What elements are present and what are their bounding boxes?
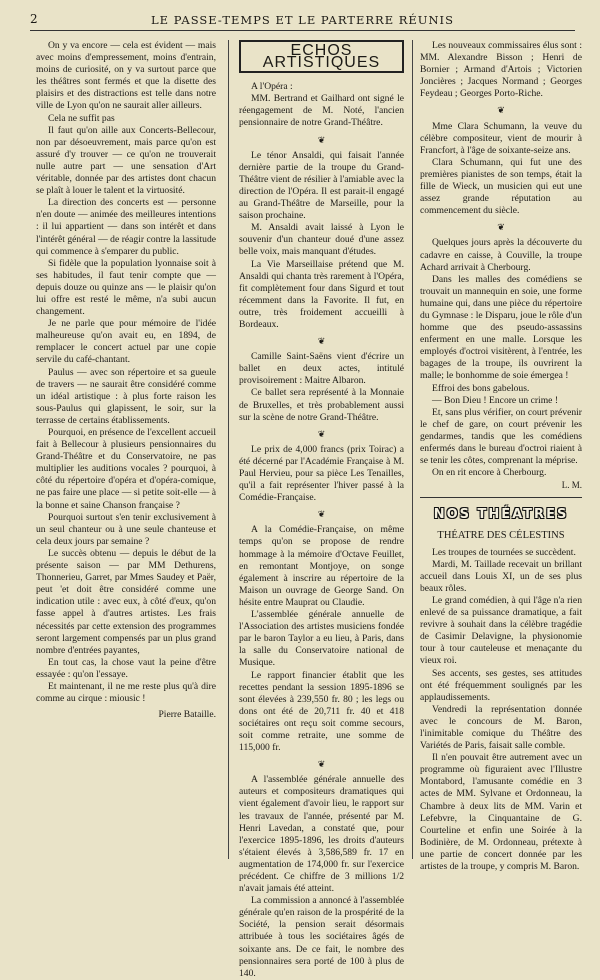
nos-theatres-title: NOS THÉATRES xyxy=(433,507,569,523)
paragraph: MM. Bertrand et Gailhard ont signé le réengagement de M. Noté, l'ancien pensionnaire de notre Grand-Théâtre. xyxy=(239,93,404,129)
paragraph: Le succès obtenu — depuis le début de la présente saison — par MM Dethurens, Thonnerieu, Garret, par Mmes Saudey et Paër, peut 'et doit être considéré comme une indication utile : avec eux, à côté d'eux, qu'on fasse appel à d'autres artistes. Les frais nécessités par cette extension des programmes seront largement compensés par un plus grand nombre d'entrées payantes, xyxy=(36,547,216,656)
paragraph: Effroi des bons gabelous. xyxy=(432,382,530,394)
paragraph: Dans les malles des comédiens se trouvait un mannequin en soie, une forme humaine qui, dans une pièce du répertoire du Gymnase : le Disparu, joue le rôle d'un homme que des pseudo-assassins enferment en une malle. Lorsque les employés d'octroi visitèrent, à l'entrée, les bagages de la troupe, ils ouvrirent la malle; le bonhomme de soie émergea ! xyxy=(420,273,582,382)
paragraph: Et maintenant, il ne me reste plus qu'à dire comme au cirque : miousic ! xyxy=(36,680,216,705)
paragraph: Clara Schumann, qui fut une des premières pianistes de son temps, était la fille de Wieck, un musicien qui eut une assez grande réputation au commencement du siècle. xyxy=(420,156,582,217)
echo-prix-toirac xyxy=(239,444,404,504)
paragraph: Mardi, M. Taillade recevait un brillant accueil dans Louis XI, un de ses plus beaux rôles. xyxy=(420,558,582,594)
paragraph: En tout cas, la chose vaut la peine d'être essayée : qu'on l'essaye. xyxy=(36,656,216,680)
paragraph: Le grand comédien, à qui l'âge n'a rien enlevé de sa puissance dramatique, a fait revivre à souhait dans la célèbre tragédie de Casimir Delavigne, la physionomie tour à tour cauteleuse et menaçante du vieux roi. xyxy=(420,594,582,667)
ornament-icon: ❦ xyxy=(317,336,326,347)
theatre-des-celestins-title: THÉATRE DES CÉLESTINS xyxy=(437,530,565,542)
ornament-icon: ❦ xyxy=(317,428,326,439)
column-rule-1 xyxy=(228,40,229,859)
ornament-icon: ❦ xyxy=(317,509,326,520)
ornament-icon: ❦ xyxy=(497,222,505,233)
section-divider xyxy=(420,497,582,498)
paragraph: Le prix de 4,000 francs (prix Toirac) a été décerné par l'Académie Française à M. Paul Hervieu, pour sa pièce Les Tenailles, qu'il a fait représenter l'hiver passé à la Comédie-Française. xyxy=(239,443,404,504)
echo-opera xyxy=(239,81,404,129)
author-signature: Pierre Bataille. xyxy=(158,709,216,721)
echo-clara-schumann xyxy=(420,121,582,218)
paragraph: Le ténor Ansaldi, qui faisait l'année dernière partie de la troupe du Grand-Théâtre vient de résilier à l'amiable avec la direction de l'Opéra. Il est parait-il engagé au Grand-Théâtre de Marseille, pour la saison prochaine. xyxy=(239,149,404,222)
signature-lm: L. M. xyxy=(561,480,582,491)
echo-cherbourg xyxy=(420,237,582,479)
ornament-icon: ❦ xyxy=(497,105,505,116)
paragraph: La Vie Marseillaise prétend que M. Ansaldi qui chanta très rarement à l'Opéra, fit complètement four dans Sigurd et tout récemment dans la Favorite. Il fut, en outre, très froidement accueilli à Bordeaux. xyxy=(239,258,404,330)
paragraph: A l'Opéra : xyxy=(251,81,293,93)
paragraph: Camille Saint-Saëns vient d'écrire un ballet en deux actes, intitulé provisoirement : Maitre Albaron. xyxy=(239,351,404,387)
echo-comedie-francaise xyxy=(239,524,404,754)
paragraph: La direction des concerts est — personne n'en doute — animée des meilleures intentions : il lui appartient — dans son intérêt et dans l'intérêt général — de réagir contre la lassitude qui commence à s'emparer du public. xyxy=(36,197,216,257)
column-3 xyxy=(420,40,582,872)
paragraph: Si fidèle que la population lyonnaise soit à ses habitudes, il faut tenir compte que — depuis douze ou quinze ans — le plaisir qu'on lui offre est resté le même, n'a subi aucun changement. xyxy=(36,257,216,318)
echo-commissaires xyxy=(420,40,582,100)
echo-ansaldi xyxy=(239,150,404,331)
paragraph: Les troupes de tournées se succèdent. xyxy=(432,546,576,558)
paragraph: Le rapport financier établit que les recettes pendant la session 1895-1896 se sont élevées à 239,550 fr. 80 ; les legs ou dons ont été de 20,711 fr. 40 et 418 sociétaires ont reçu soit comme secours, soit comme retraite, une somme de 115,000 fr. xyxy=(239,669,404,754)
paragraph: Les nouveaux commissaires élus sont : MM. Alexandre Bisson ; Henri de Bornier ; Armand d'Artois ; Victorien Joncières ; Jacques Normand ; Georges Feydeau ; Georges Porto-Riche. xyxy=(420,40,582,100)
paragraph: Mme Clara Schumann, la veuve du célèbre compositeur, vient de mourir à Francfort, à l'âge de soixante-seize ans. xyxy=(420,120,582,156)
paragraph: Pourquoi surtout s'en tenir exclusivement à un seul chanteur ou à une seule chanteuse et cela deux jours par semaine ? xyxy=(36,511,216,547)
paragraph: Ses accents, ses gestes, ses attitudes ont été fréquemment soulignés par les applaudissements. xyxy=(420,667,582,703)
paragraph: La commission a annoncé à l'assemblée générale qu'en raison de la prospérité de la Société, la pension serait désormais attribuée à tous les sociétaires âgés de soixante ans. De ce fait, le nombre des pensionnaires sera porté de 100 à plus de 140. xyxy=(239,895,404,979)
page-header xyxy=(30,10,575,31)
column-1 xyxy=(36,40,216,861)
echo-auteurs-dramatiques xyxy=(239,774,404,980)
paragraph: Je ne parle que pour mémoire de l'idée malheureuse qu'on avait eu, en 1894, de remplacer le concert actuel par une copie servile du café-chantant. xyxy=(36,318,216,366)
paragraph: Quelques jours après la découverte du cadavre en caisse, à Couville, la troupe Achard arrivait à Cherbourg. xyxy=(420,237,582,273)
echos-artistiques-title: ECHOS ARTISTIQUES xyxy=(239,40,404,73)
paragraph: Paulus — avec son répertoire et sa gueule de travers — ne saurait être considéré comme un idéal artistique : à plus forte raison les sous-Paulus qui glapissent, le soir, sur la terrasse de certains établissements. xyxy=(36,366,216,426)
paragraph: Vendredi la représentation donnée avec le concours de M. Baron, l'inimitable comique du Théâtre des Variétés de Paris, faisait salle comble. xyxy=(420,703,582,752)
paragraph: On en rit encore à Cherbourg. xyxy=(432,467,547,479)
paragraph: On y va encore — cela est évident — mais avec moins d'empressement, moins d'entrain, moins de curiosité, on y va surtout parce que les théâtres sont fermés et que la disette des plaisirs et des distractions est telle dans notre ville de Lyon qu'on ne saurait aller ailleurs. xyxy=(36,40,216,112)
col1-paragraphs xyxy=(36,40,216,705)
ornament-icon: ❦ xyxy=(317,134,326,145)
ornament-icon: ❦ xyxy=(317,759,326,770)
paragraph: Il n'en pouvait être autrement avec un programme où figuraient avec l'Illustre Montabord, l'amusante comédie en 3 actes de MM. Sylvane et Ordonneau, la Chambre à deux lits de MM. Varin et Lefebvre, la Cinquantaine de G. Courteline et enfin une Soirée à la Bodinière, de M. Ordonneau, prétexte à une partie de concert donnée par les artistes de la troupe, y compris M. Baron. xyxy=(420,752,582,872)
paragraph: A l'assemblée générale annuelle des auteurs et compositeurs dramatiques qui vient également d'avoir lieu, le rapport sur les travaux de l'année, présenté par M. Henri Lavedan, a constaté que, pour l'exercice 1895-1896, les droits d'auteurs s'étaient élevés à 3,586,589 fr. 17 en augmentation de 174,000 fr. sur l'exercice précédent. Ce chiffre de 3 millions 1/2 n'avait jamais été atteint. xyxy=(239,774,404,895)
column-2 xyxy=(239,40,404,979)
paragraph: M. Ansaldi avait laissé à Lyon le souvenir d'un chanteur doué d'une assez belle voix, mais manquant d'études. xyxy=(239,222,404,258)
page-number: 2 xyxy=(30,12,38,26)
paragraph: Pourquoi, en présence de l'excellent accueil fait à Bellecour à plusieurs pensionnaires du Grand-Théâtre et du Conservatoire, ne pas multiplier les auditions vocales ? pourquoi, à côté du répertoire d'opéra et d'opéra-comique, ne pas faire une place — si petite soit-elle — à la bonne et saine Chanson française ? xyxy=(36,427,216,511)
echo-saint-saens xyxy=(239,351,404,424)
running-title: LE PASSE-TEMPS ET LE PARTERRE RÉUNIS xyxy=(151,13,454,27)
paragraph: A la Comédie-Française, on même temps qu'on se propose de rendre hommage à la mémoire d'Octave Feuillet, en remontant Montjoye, on songe également à inscrire au répertoire de la Maison un ouvrage de George Sand. On hésite entre Mauprat ou Claudie. xyxy=(239,524,404,608)
column-rule-2 xyxy=(412,40,413,859)
celestins-article xyxy=(420,547,582,874)
paragraph: Il faut qu'on aille aux Concerts-Bellecour, non par désoeuvrement, mais parce qu'on est assuré d'y trouver — ce qu'on ne trouverait nulle autre part — une sensation d'Art véritable, donnée par des artistes dont chacun se plaît à louer le talent et la virtuosité. xyxy=(36,124,216,197)
paragraph: — Bon Dieu ! Encore un crime ! xyxy=(432,394,559,406)
paragraph: Ce ballet sera représenté à la Monnaie de Bruxelles, et très probablement aussi sur la scène de notre Grand-Théâtre. xyxy=(239,387,404,423)
paragraph: Et, sans plus vérifier, on court prévenir le chef de gare, on court prévenir les gendarmes, tandis que les comédiens enfermés dans le bureau d'octroi riaient à se tenir les côtes, comprenant la méprise. xyxy=(420,406,582,467)
paragraph: L'assemblée générale annuelle de l'Association des artistes musiciens fondée par le baron Taylor a eu lieu, à Paris, dans la salle du Conservatoire national de Musique. xyxy=(239,609,404,669)
paragraph: Cela ne suffit pas xyxy=(48,112,115,124)
